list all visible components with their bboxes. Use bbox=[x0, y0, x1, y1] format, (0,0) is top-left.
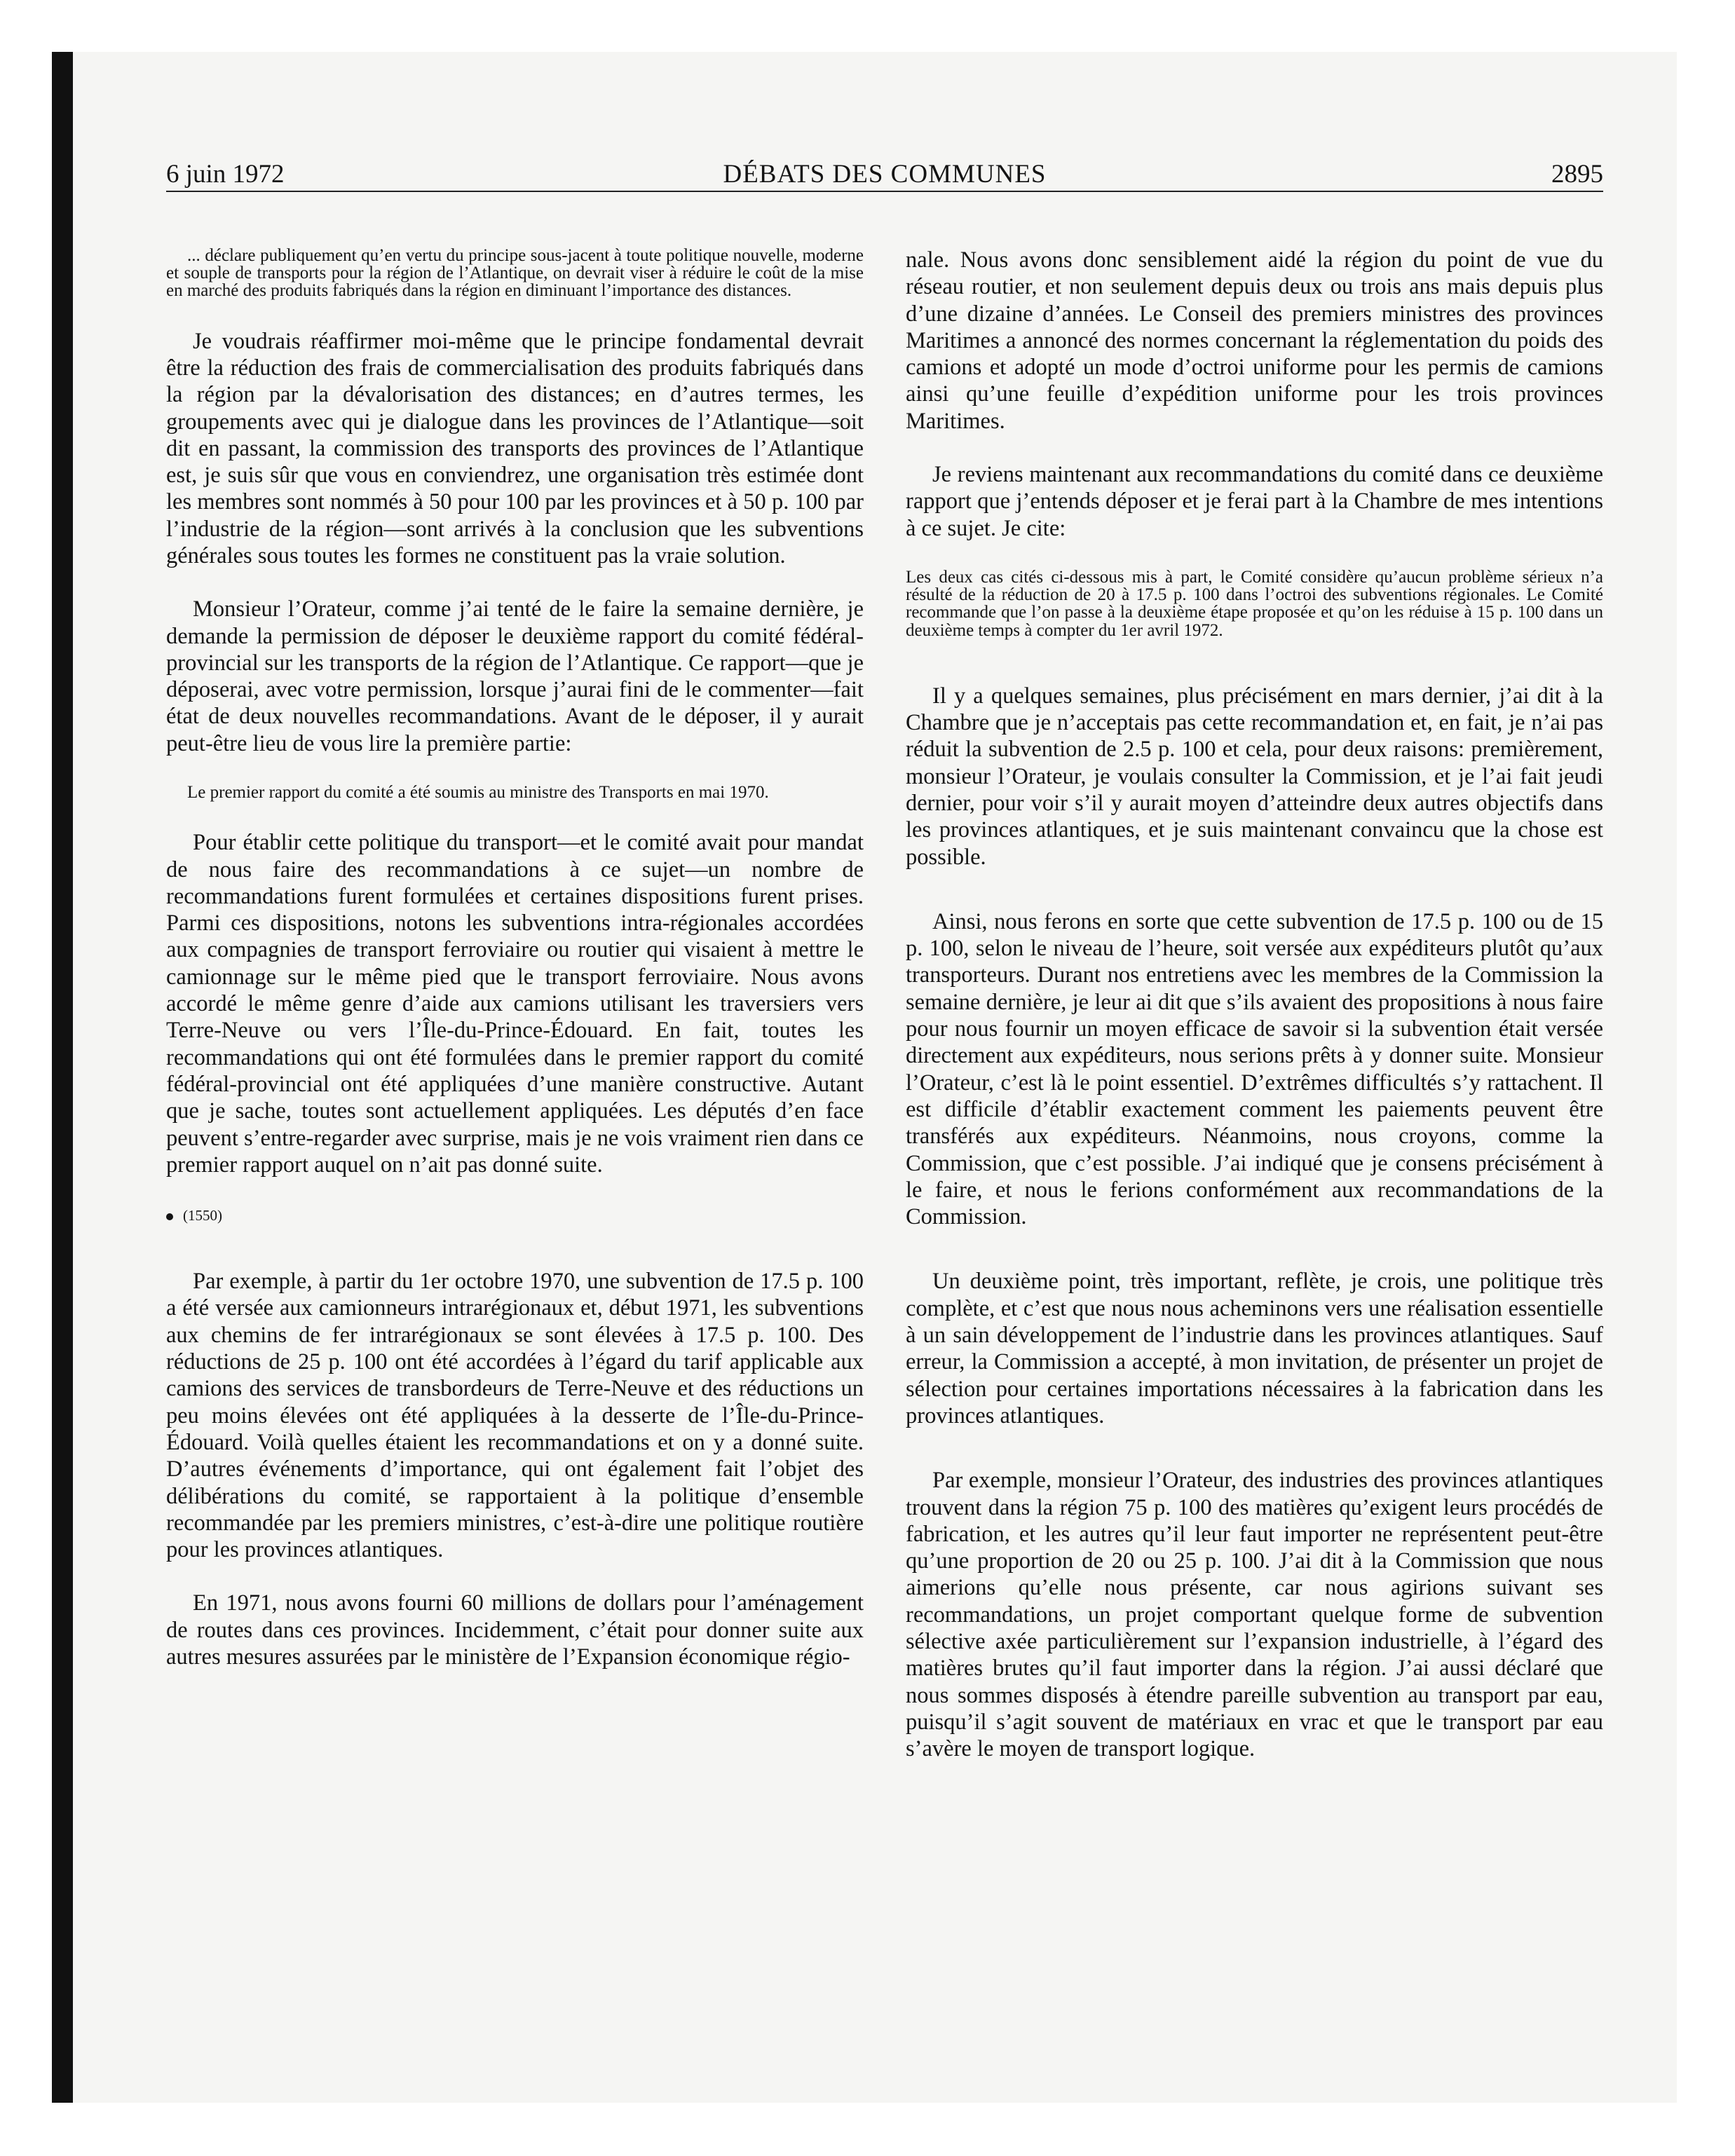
right-column bbox=[906, 247, 1603, 1789]
paragraph: Pour établir cette politique du transport—et le comité avait pour mandat de nous faire des recommandations à ce sujet—un nombre de recommandations furent formulées et certaines dispositions furent prises. Parmi ces dispositions, notons les subventions intra-régionales accordées aux compagnies de transport ferroviaire ou routier qui visaient à mettre le camionnage sur le même pied que le transport ferroviaire. Nous avons accordé le même genre d’aide aux camions utilisant les traversiers vers Terre-Neuve ou vers l’Île-du-Prince-Édouard. En fait, toutes les recommandations qui ont été formulées dans le premier rapport du comité fédéral-provincial ont été appliquées d’une manière constructive. Autant que je sache, toutes sont actuellement appliquées. Les députés d’en face peuvent s’entre-regarder avec surprise, mais je ne vois vraiment rien dans ce premier rapport auquel on n’ait pas donné suite. bbox=[166, 830, 864, 1178]
paragraph: nale. Nous avons donc sensiblement aidé la région du point de vue du réseau routier, et non seulement depuis deux ou trois ans mais depuis plus d’une dizaine d’années. Le Conseil des premiers ministres des provinces Maritimes a annoncé des normes concernant la réglementation du poids des camions et adopté un mode d’octroi uniforme pour les permis de camions ainsi qu’une feuille d’expédition uniforme pour les trois provinces Maritimes. bbox=[906, 247, 1603, 434]
header-title: DÉBATS DES COMMUNES bbox=[723, 160, 1047, 189]
paragraph: Par exemple, monsieur l’Orateur, des industries des provinces atlantiques trouvent dans la région 75 p. 100 des matières qu’exigent leurs procédés de fabrication, et les autres qu’il leur faut importer ne représentent peut-être qu’une proportion de 20 ou 25 p. 100. J’ai dit à la Commission que nous aimerions qu’elle nous présente, car nous agirions suivant ses recommandations, un projet comportant quelque forme de subvention sélective axée particulièrement sur l’expansion industrielle, à l’égard des matières brutes qu’il faut importer dans la région. J’ai aussi déclaré que nous sommes disposés à étendre pareille subvention au transport par eau, puisqu’il s’agit souvent de matériaux en vrac et que le transport par eau s’avère le moyen de transport logique. bbox=[906, 1468, 1603, 1762]
quotation: ... déclare publiquement qu’en vertu du principe sous-jacent à toute politique nouvelle, moderne et souple de transports pour la région de l’Atlantique, on devrait viser à réduire le coût de la mise en marché des produits fabriqués dans la région en diminuant l’importance des distances. bbox=[166, 246, 864, 301]
quotation: Les deux cas cités ci-dessous mis à part, le Comité considère qu’aucun problème sérieux n’a résulté de la réduction de 20 à 17.5 p. 100 dans l’octroi des subventions régionales. Le Comité recommande que l’on passe à la deuxième étape proposée et qu’on les réduise à 15 p. 100 dans un deuxième temps à compter du 1er avril 1972. bbox=[906, 567, 1603, 640]
paragraph: Je reviens maintenant aux recommandations du comité dans ce deuxième rapport que j’entends déposer et je ferai part à la Chambre de mes intentions à ce sujet. Je cite: bbox=[906, 462, 1603, 541]
paragraph: Il y a quelques semaines, plus précisément en mars dernier, j’ai dit à la Chambre que je n’acceptais pas cette recommandation et, en fait, je n’ai pas réduit la subvention de 2.5 p. 100 et cela, pour deux raisons: premièrement, monsieur l’Orateur, je voulais consulter la Commission, et je l’ai fait jeudi dernier, pour voir s’il y aurait moyen d’atteindre deux autres objectifs dans les provinces atlantiques, et je suis maintenant convaincu que la chose est possible. bbox=[906, 683, 1603, 870]
left-column bbox=[166, 247, 864, 1697]
paragraph: En 1971, nous avons fourni 60 millions de dollars pour l’aménagement de routes dans ces provinces. Incidemment, c’était pour donner suite aux autres mesures assurées par le ministère de l’Expansion économique régio- bbox=[166, 1590, 864, 1670]
paragraph: Ainsi, nous ferons en sorte que cette subvention de 17.5 p. 100 ou de 15 p. 100, selon le niveau de l’heure, soit versée aux expéditeurs plutôt qu’aux transporteurs. Durant nos entretiens avec les membres de la Commission la semaine dernière, je leur ai dit que s’ils avaient des propositions à nous faire pour nous fournir un moyen efficace de savoir si la subvention était versée directement aux expéditeurs, nous serions prêts à y donner suite. Monsieur l’Orateur, c’est là le point essentiel. D’extrêmes difficultés s’y rattachent. Il est difficile d’établir exactement comment les paiements peuvent être transférés aux expéditeurs. Néanmoins, nous croyons, comme la Commission, que c’est possible. J’ai indiqué que je consens précisément à le faire, et nous le ferions conformément aux recommandations de la Commission. bbox=[906, 908, 1603, 1230]
quotation: Le premier rapport du comité a été soumis au ministre des Transports en mai 1970. bbox=[187, 783, 769, 803]
page-number: 2895 bbox=[1551, 160, 1603, 189]
bullet-icon bbox=[166, 1213, 173, 1220]
header-rule bbox=[166, 191, 1603, 192]
time-marker bbox=[166, 1205, 864, 1226]
paragraph: Monsieur l’Orateur, comme j’ai tenté de le faire la semaine dernière, je demande la permission de déposer le deuxième rapport du comité fédéral-provincial sur les transports de la région de l’Atlantique. Ce rapport—que je déposerai, avec votre permission, lorsque j’aurai fini de le commenter—fait état de deux nouvelles recommandations. Avant de le déposer, il y aurait peut-être lieu de vous lire la première partie: bbox=[166, 596, 864, 756]
paragraph: Un deuxième point, très important, reflète, je crois, une politique très complète, et c’est que nous nous acheminons vers une réalisation essentielle à un sain développement de l’industrie dans les provinces atlantiques. Sauf erreur, la Commission a accepté, à mon invitation, de présenter un projet de sélection pour certaines importations nécessaires à la fabrication dans les provinces atlantiques. bbox=[906, 1269, 1603, 1428]
paragraph: Par exemple, à partir du 1er octobre 1970, une subvention de 17.5 p. 100 a été versée aux camionneurs intrarégionaux et, début 1971, les subventions aux chemins de fer intrarégionaux se sont élevées à 17.5 p. 100. Des réductions de 25 p. 100 ont été accordées à l’égard du tarif applicable aux camions des services de transbordeurs de Terre-Neuve et des réductions un peu moins élevées ont été appliquées à la desserte de l’Île-du-Prince-Édouard. Voilà quelles étaient les recommandations et on y a donné suite. D’autres événements d’importance, qui ont également fait l’objet des délibérations du comité, se rapportaient à la politique d’ensemble recommandée par les premiers ministres, c’est-à-dire une politique routière pour les provinces atlantiques. bbox=[166, 1269, 864, 1563]
paragraph: Je voudrais réaffirmer moi-même que le principe fondamental devrait être la réduction des frais de commercialisation des produits fabriqués dans la région par la dévalorisation des distances; en d’autres termes, les groupements avec qui je dialogue dans les provinces de l’Atlantique—soit dit en passant, la commission des transports des provinces de l’Atlantique est, je suis sûr que vous en conviendrez, une organisation très estimée dont les membres sont nommés à 50 pour 100 par les provinces et à 50 p. 100 par l’industrie de la région—sont arrivés à la conclusion que les subventions générales sous toutes les formes ne constituent pas la vraie solution. bbox=[166, 328, 864, 568]
header-date: 6 juin 1972 bbox=[166, 160, 285, 189]
time-marker-text: (1550) bbox=[183, 1207, 222, 1224]
binding-edge bbox=[52, 52, 73, 2103]
page-header bbox=[166, 157, 1603, 192]
